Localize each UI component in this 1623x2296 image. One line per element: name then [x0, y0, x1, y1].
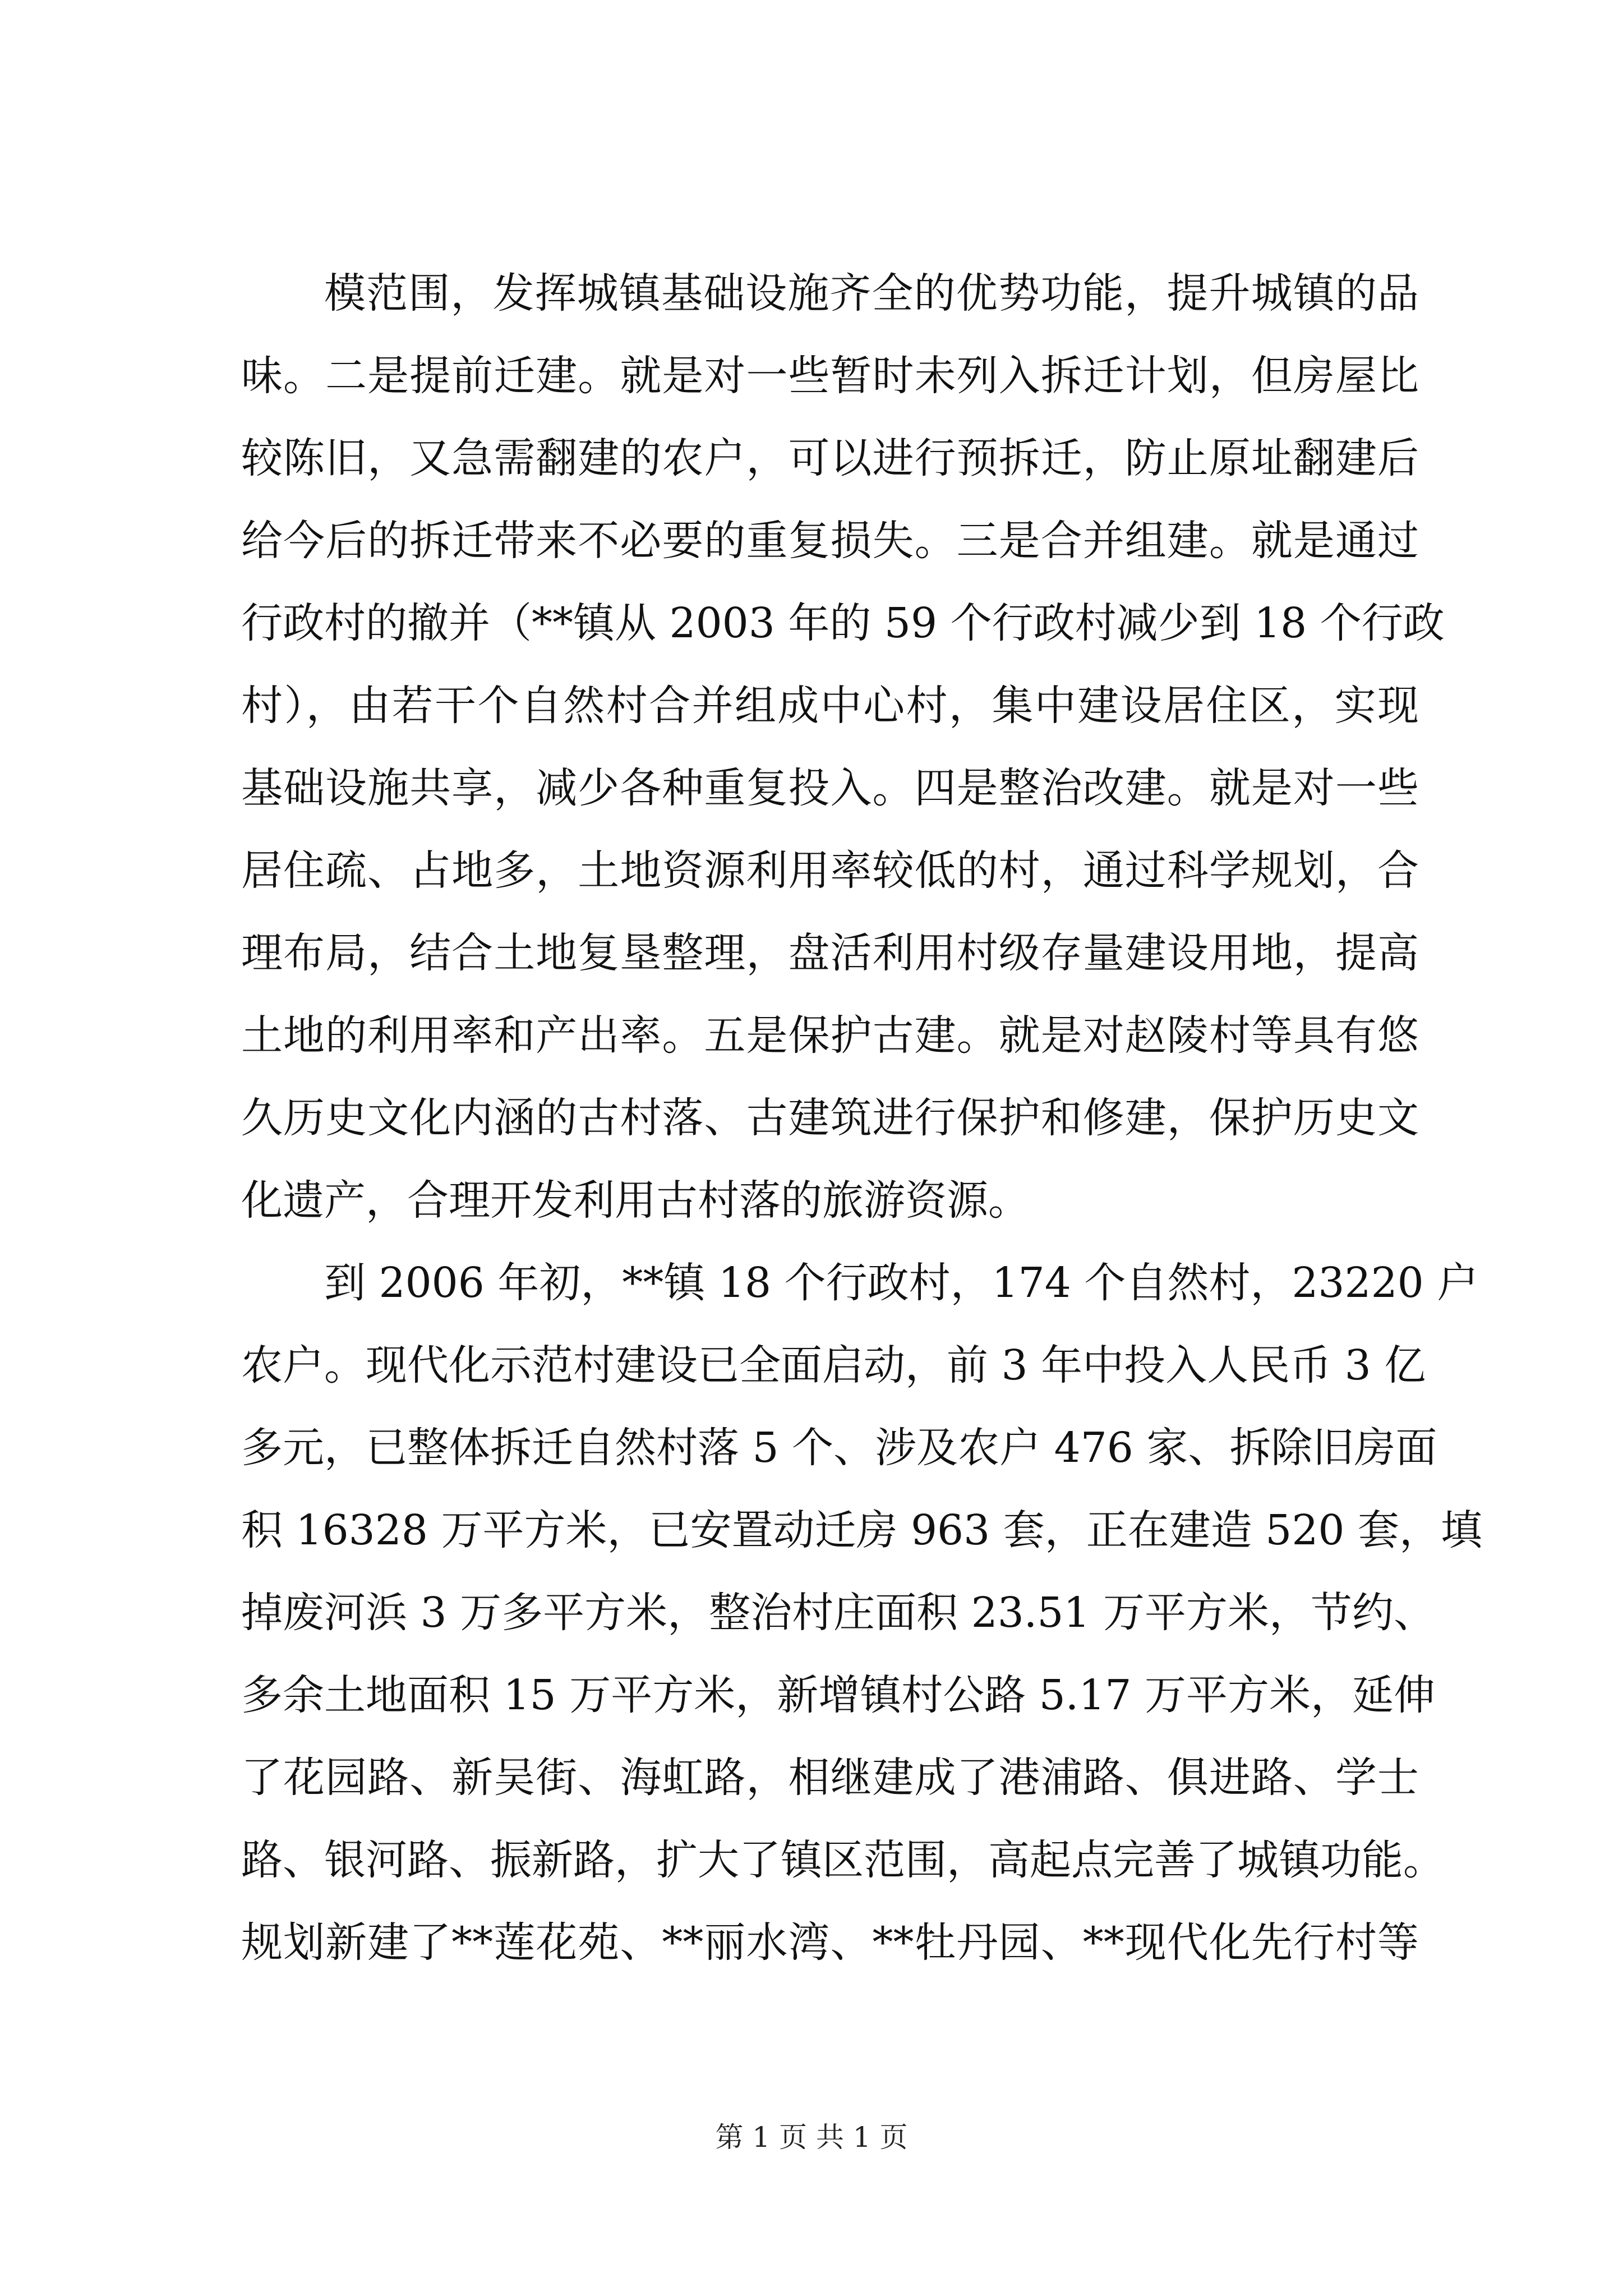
body-text [241, 252, 1483, 1984]
text-line: 给今后的拆迁带来不必要的重复损失。三是合并组建。就是通过 [241, 517, 1419, 565]
text-line: 化遗产，合理开发利用古村落的旅游资源。 [241, 1176, 1030, 1225]
text-line: 久历史文化内涵的古村落、古建筑进行保护和修建，保护历史文 [241, 1094, 1419, 1142]
text-line: 行政村的撤并（**镇从 2003 年的 59 个行政村减少到 18 个行政 [241, 599, 1445, 647]
text-line: 农户。现代化示范村建设已全面启动，前 3 年中投入人民币 3 亿 [241, 1341, 1426, 1389]
text-line: 到 2006 年初，**镇 18 个行政村，174 个自然村，23220 户 [324, 1259, 1479, 1307]
text-line: 积 16328 万平方米，已安置动迁房 963 套，正在建造 520 套，填 [241, 1506, 1483, 1554]
text-line: 多元，已整体拆迁自然村落 5 个、涉及农户 476 家、拆除旧房面 [241, 1424, 1437, 1472]
text-line: 基础设施共享，减少各种重复投入。四是整治改建。就是对一些 [241, 764, 1419, 812]
text-line: 理布局，结合土地复垦整理，盘活利用村级存量建设用地，提高 [241, 929, 1419, 977]
text-line: 居住疏、占地多，土地资源利用率较低的村，通过科学规划，合 [241, 846, 1419, 895]
text-line: 规划新建了**莲花苑、**丽水湾、**牡丹园、**现代化先行村等 [241, 1918, 1419, 1967]
text-line: 路、银河路、振新路，扩大了镇区范围，高起点完善了城镇功能。 [241, 1836, 1445, 1884]
text-line: 模范围，发挥城镇基础设施齐全的优势功能，提升城镇的品 [324, 269, 1419, 318]
text-line: 较陈旧，又急需翻建的农户，可以进行预拆迁，防止原址翻建后 [241, 434, 1419, 482]
text-line: 掉废河浜 3 万多平方米，整治村庄面积 23.51 万平方米，节约、 [241, 1589, 1436, 1637]
text-line: 多余土地面积 15 万平方米，新增镇村公路 5.17 万平方米，延伸 [241, 1671, 1436, 1719]
text-line: 味。二是提前迁建。就是对一些暂时未列入拆迁计划，但房屋比 [241, 352, 1419, 400]
text-line: 土地的利用率和产出率。五是保护古建。就是对赵陵村等具有悠 [241, 1011, 1419, 1060]
page-footer: 第 1 页 共 1 页 [715, 2121, 908, 2154]
text-line: 了花园路、新吴街、海虹路，相继建成了港浦路、俱进路、学士 [241, 1754, 1419, 1802]
text-line: 村），由若干个自然村合并组成中心村，集中建设居住区，实现 [241, 682, 1419, 730]
